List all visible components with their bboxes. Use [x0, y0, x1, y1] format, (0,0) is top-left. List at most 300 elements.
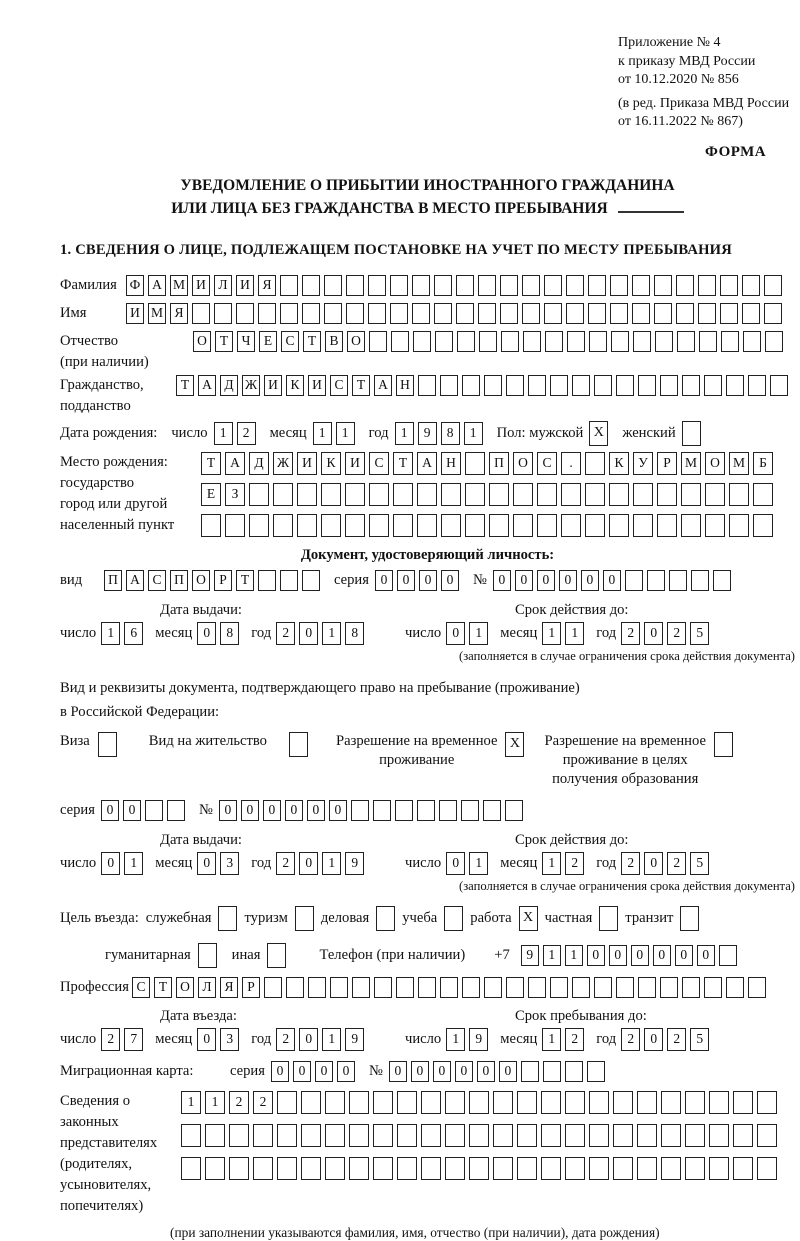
char-cell[interactable] [280, 275, 298, 296]
char-cell[interactable] [368, 275, 386, 296]
char-cell[interactable] [669, 570, 687, 591]
char-cell[interactable]: 0 [603, 570, 621, 591]
char-cell[interactable] [489, 514, 509, 537]
char-cell[interactable] [484, 977, 502, 998]
residence-permit-checkbox[interactable] [289, 732, 308, 757]
char-cell[interactable] [594, 375, 612, 396]
char-cell[interactable]: 1 [124, 852, 143, 875]
char-cell[interactable]: Т [352, 375, 370, 396]
char-cell[interactable] [647, 570, 665, 591]
char-cell[interactable] [610, 303, 628, 324]
char-cell[interactable] [145, 800, 163, 821]
char-cell[interactable] [660, 977, 678, 998]
char-cell[interactable] [345, 514, 365, 537]
char-cell[interactable] [324, 275, 342, 296]
char-cell[interactable]: 2 [621, 1028, 640, 1051]
char-cell[interactable]: И [236, 275, 254, 296]
char-cell[interactable] [393, 483, 413, 506]
char-cell[interactable] [681, 483, 701, 506]
char-cell[interactable]: 0 [315, 1061, 333, 1082]
char-cell[interactable] [609, 514, 629, 537]
char-cell[interactable] [374, 977, 392, 998]
char-cell[interactable]: 0 [455, 1061, 473, 1082]
char-cell[interactable]: А [225, 452, 245, 475]
char-cell[interactable] [613, 1124, 633, 1147]
char-cell[interactable] [685, 1124, 705, 1147]
purpose-study-checkbox[interactable] [444, 906, 463, 931]
char-cell[interactable]: 0 [537, 570, 555, 591]
char-cell[interactable] [561, 514, 581, 537]
char-cell[interactable]: Т [201, 452, 221, 475]
char-cell[interactable]: П [170, 570, 188, 591]
char-cell[interactable] [522, 275, 540, 296]
char-cell[interactable] [764, 303, 782, 324]
char-cell[interactable] [484, 375, 502, 396]
char-cell[interactable] [709, 1157, 729, 1180]
char-cell[interactable] [633, 331, 651, 352]
char-cell[interactable]: У [633, 452, 653, 475]
char-cell[interactable]: 2 [101, 1028, 120, 1051]
visa-checkbox[interactable] [98, 732, 117, 757]
char-cell[interactable] [764, 275, 782, 296]
char-cell[interactable] [181, 1157, 201, 1180]
char-cell[interactable] [733, 1091, 753, 1114]
char-cell[interactable]: 1 [543, 945, 561, 966]
char-cell[interactable]: Р [214, 570, 232, 591]
char-cell[interactable] [483, 800, 501, 821]
char-cell[interactable] [704, 375, 722, 396]
char-cell[interactable]: 1 [469, 852, 488, 875]
char-cell[interactable]: О [347, 331, 365, 352]
char-cell[interactable] [465, 483, 485, 506]
char-cell[interactable] [346, 303, 364, 324]
char-cell[interactable]: 1 [469, 622, 488, 645]
char-cell[interactable]: О [192, 570, 210, 591]
char-cell[interactable]: Я [258, 275, 276, 296]
char-cell[interactable] [273, 483, 293, 506]
char-cell[interactable]: Ч [237, 331, 255, 352]
char-cell[interactable] [638, 375, 656, 396]
char-cell[interactable]: С [369, 452, 389, 475]
char-cell[interactable]: М [681, 452, 701, 475]
char-cell[interactable] [517, 1157, 537, 1180]
char-cell[interactable] [330, 977, 348, 998]
char-cell[interactable]: 8 [220, 622, 239, 645]
char-cell[interactable]: И [297, 452, 317, 475]
char-cell[interactable] [236, 303, 254, 324]
char-cell[interactable]: Ф [126, 275, 144, 296]
char-cell[interactable]: Р [657, 452, 677, 475]
purpose-tourism-checkbox[interactable] [295, 906, 314, 931]
char-cell[interactable] [585, 483, 605, 506]
char-cell[interactable] [742, 275, 760, 296]
char-cell[interactable] [565, 1157, 585, 1180]
char-cell[interactable]: 5 [690, 852, 709, 875]
char-cell[interactable] [544, 275, 562, 296]
char-cell[interactable] [445, 1157, 465, 1180]
char-cell[interactable]: 2 [565, 852, 584, 875]
char-cell[interactable]: С [132, 977, 150, 998]
char-cell[interactable] [249, 483, 269, 506]
char-cell[interactable] [685, 1091, 705, 1114]
char-cell[interactable]: Ж [273, 452, 293, 475]
char-cell[interactable]: 0 [697, 945, 715, 966]
char-cell[interactable]: 0 [515, 570, 533, 591]
char-cell[interactable] [253, 1124, 273, 1147]
char-cell[interactable]: К [609, 452, 629, 475]
char-cell[interactable] [493, 1124, 513, 1147]
char-cell[interactable]: И [345, 452, 365, 475]
char-cell[interactable] [657, 483, 677, 506]
char-cell[interactable] [537, 514, 557, 537]
char-cell[interactable] [396, 977, 414, 998]
char-cell[interactable]: 0 [441, 570, 459, 591]
char-cell[interactable] [369, 483, 389, 506]
char-cell[interactable]: 1 [205, 1091, 225, 1114]
char-cell[interactable] [609, 483, 629, 506]
char-cell[interactable] [572, 375, 590, 396]
char-cell[interactable]: Л [214, 275, 232, 296]
temp-residence-checkbox[interactable]: X [505, 732, 524, 757]
char-cell[interactable] [369, 514, 389, 537]
char-cell[interactable] [421, 1157, 441, 1180]
char-cell[interactable]: С [148, 570, 166, 591]
char-cell[interactable]: Я [220, 977, 238, 998]
char-cell[interactable]: 1 [313, 422, 332, 445]
char-cell[interactable] [543, 1061, 561, 1082]
char-cell[interactable] [632, 275, 650, 296]
char-cell[interactable] [682, 977, 700, 998]
sex-male-checkbox[interactable]: X [589, 421, 608, 446]
char-cell[interactable] [544, 303, 562, 324]
char-cell[interactable] [456, 275, 474, 296]
char-cell[interactable] [440, 375, 458, 396]
char-cell[interactable] [654, 303, 672, 324]
char-cell[interactable] [302, 570, 320, 591]
char-cell[interactable]: Т [215, 331, 233, 352]
char-cell[interactable] [395, 800, 413, 821]
char-cell[interactable]: 0 [644, 1028, 663, 1051]
char-cell[interactable] [397, 1124, 417, 1147]
char-cell[interactable]: А [417, 452, 437, 475]
char-cell[interactable] [297, 514, 317, 537]
char-cell[interactable]: О [193, 331, 211, 352]
char-cell[interactable] [201, 514, 221, 537]
char-cell[interactable]: 1 [395, 422, 414, 445]
char-cell[interactable]: Л [198, 977, 216, 998]
char-cell[interactable]: 5 [690, 622, 709, 645]
char-cell[interactable]: 2 [667, 1028, 686, 1051]
char-cell[interactable] [685, 1157, 705, 1180]
char-cell[interactable] [325, 1091, 345, 1114]
char-cell[interactable] [765, 331, 783, 352]
char-cell[interactable] [655, 331, 673, 352]
char-cell[interactable] [610, 275, 628, 296]
char-cell[interactable]: 7 [124, 1028, 143, 1051]
char-cell[interactable]: 9 [345, 1028, 364, 1051]
char-cell[interactable] [565, 1061, 583, 1082]
char-cell[interactable] [167, 800, 185, 821]
char-cell[interactable] [373, 1091, 393, 1114]
char-cell[interactable] [321, 514, 341, 537]
char-cell[interactable] [229, 1124, 249, 1147]
char-cell[interactable] [757, 1157, 777, 1180]
char-cell[interactable] [681, 514, 701, 537]
char-cell[interactable]: 0 [446, 852, 465, 875]
char-cell[interactable] [589, 1157, 609, 1180]
char-cell[interactable]: И [192, 275, 210, 296]
char-cell[interactable] [351, 800, 369, 821]
char-cell[interactable]: 1 [446, 1028, 465, 1051]
char-cell[interactable] [654, 275, 672, 296]
char-cell[interactable] [439, 800, 457, 821]
char-cell[interactable] [352, 977, 370, 998]
char-cell[interactable] [637, 1091, 657, 1114]
purpose-business-checkbox[interactable] [376, 906, 395, 931]
char-cell[interactable]: Т [236, 570, 254, 591]
char-cell[interactable] [691, 570, 709, 591]
char-cell[interactable]: К [286, 375, 304, 396]
char-cell[interactable]: 2 [667, 622, 686, 645]
char-cell[interactable] [462, 977, 480, 998]
char-cell[interactable] [676, 303, 694, 324]
purpose-official-checkbox[interactable] [218, 906, 237, 931]
char-cell[interactable]: 1 [214, 422, 233, 445]
char-cell[interactable] [726, 977, 744, 998]
char-cell[interactable]: Т [176, 375, 194, 396]
char-cell[interactable] [733, 1124, 753, 1147]
char-cell[interactable] [611, 331, 629, 352]
char-cell[interactable] [205, 1124, 225, 1147]
char-cell[interactable] [258, 570, 276, 591]
char-cell[interactable] [613, 1157, 633, 1180]
char-cell[interactable] [698, 303, 716, 324]
char-cell[interactable] [181, 1124, 201, 1147]
char-cell[interactable]: 1 [181, 1091, 201, 1114]
char-cell[interactable]: 0 [477, 1061, 495, 1082]
char-cell[interactable] [541, 1157, 561, 1180]
char-cell[interactable] [585, 514, 605, 537]
char-cell[interactable] [277, 1091, 297, 1114]
char-cell[interactable]: О [705, 452, 725, 475]
char-cell[interactable]: 0 [299, 852, 318, 875]
char-cell[interactable]: 1 [565, 945, 583, 966]
char-cell[interactable] [523, 331, 541, 352]
char-cell[interactable]: 0 [299, 622, 318, 645]
char-cell[interactable] [302, 303, 320, 324]
char-cell[interactable]: 0 [587, 945, 605, 966]
char-cell[interactable]: Д [249, 452, 269, 475]
char-cell[interactable] [699, 331, 717, 352]
char-cell[interactable] [588, 275, 606, 296]
char-cell[interactable]: Д [220, 375, 238, 396]
char-cell[interactable] [418, 375, 436, 396]
char-cell[interactable] [280, 570, 298, 591]
char-cell[interactable]: 0 [559, 570, 577, 591]
char-cell[interactable]: М [729, 452, 749, 475]
char-cell[interactable] [393, 514, 413, 537]
char-cell[interactable] [214, 303, 232, 324]
char-cell[interactable] [550, 977, 568, 998]
char-cell[interactable]: 1 [542, 622, 561, 645]
char-cell[interactable]: 8 [441, 422, 460, 445]
char-cell[interactable] [513, 514, 533, 537]
char-cell[interactable] [345, 483, 365, 506]
char-cell[interactable] [709, 1091, 729, 1114]
char-cell[interactable] [192, 303, 210, 324]
char-cell[interactable]: П [104, 570, 122, 591]
char-cell[interactable] [373, 1157, 393, 1180]
char-cell[interactable] [550, 375, 568, 396]
char-cell[interactable] [325, 1124, 345, 1147]
char-cell[interactable] [418, 977, 436, 998]
char-cell[interactable] [440, 977, 458, 998]
char-cell[interactable] [541, 1124, 561, 1147]
char-cell[interactable] [417, 800, 435, 821]
char-cell[interactable] [757, 1124, 777, 1147]
char-cell[interactable]: 2 [276, 1028, 295, 1051]
char-cell[interactable] [770, 375, 788, 396]
char-cell[interactable] [253, 1157, 273, 1180]
char-cell[interactable]: 0 [101, 852, 120, 875]
char-cell[interactable] [417, 514, 437, 537]
char-cell[interactable] [441, 483, 461, 506]
char-cell[interactable] [457, 331, 475, 352]
char-cell[interactable] [461, 800, 479, 821]
char-cell[interactable]: 1 [322, 1028, 341, 1051]
char-cell[interactable] [280, 303, 298, 324]
char-cell[interactable] [479, 331, 497, 352]
char-cell[interactable]: 1 [322, 852, 341, 875]
char-cell[interactable] [720, 303, 738, 324]
char-cell[interactable] [757, 1091, 777, 1114]
char-cell[interactable] [567, 331, 585, 352]
char-cell[interactable] [325, 1157, 345, 1180]
char-cell[interactable] [489, 483, 509, 506]
char-cell[interactable]: 0 [389, 1061, 407, 1082]
char-cell[interactable]: 0 [499, 1061, 517, 1082]
char-cell[interactable]: 1 [542, 1028, 561, 1051]
char-cell[interactable] [469, 1091, 489, 1114]
char-cell[interactable] [297, 483, 317, 506]
char-cell[interactable]: В [325, 331, 343, 352]
char-cell[interactable] [465, 514, 485, 537]
char-cell[interactable]: Е [201, 483, 221, 506]
char-cell[interactable]: 0 [219, 800, 237, 821]
char-cell[interactable] [613, 1091, 633, 1114]
char-cell[interactable]: И [264, 375, 282, 396]
char-cell[interactable] [661, 1091, 681, 1114]
char-cell[interactable]: 0 [493, 570, 511, 591]
char-cell[interactable]: 0 [675, 945, 693, 966]
char-cell[interactable]: 6 [124, 622, 143, 645]
char-cell[interactable]: 2 [621, 622, 640, 645]
char-cell[interactable]: 1 [336, 422, 355, 445]
char-cell[interactable] [726, 375, 744, 396]
char-cell[interactable] [225, 514, 245, 537]
char-cell[interactable]: З [225, 483, 245, 506]
char-cell[interactable] [301, 1157, 321, 1180]
char-cell[interactable] [733, 1157, 753, 1180]
char-cell[interactable] [742, 303, 760, 324]
char-cell[interactable] [541, 1091, 561, 1114]
char-cell[interactable] [373, 1124, 393, 1147]
char-cell[interactable] [729, 483, 749, 506]
char-cell[interactable]: 0 [609, 945, 627, 966]
char-cell[interactable] [368, 303, 386, 324]
char-cell[interactable] [589, 1091, 609, 1114]
char-cell[interactable] [500, 275, 518, 296]
char-cell[interactable] [301, 1091, 321, 1114]
char-cell[interactable]: 3 [220, 852, 239, 875]
char-cell[interactable] [445, 1124, 465, 1147]
char-cell[interactable] [308, 977, 326, 998]
char-cell[interactable]: 2 [237, 422, 256, 445]
char-cell[interactable]: А [126, 570, 144, 591]
char-cell[interactable] [528, 375, 546, 396]
char-cell[interactable] [677, 331, 695, 352]
char-cell[interactable] [729, 514, 749, 537]
char-cell[interactable]: 0 [329, 800, 347, 821]
char-cell[interactable] [346, 275, 364, 296]
char-cell[interactable] [493, 1091, 513, 1114]
char-cell[interactable]: Т [303, 331, 321, 352]
char-cell[interactable]: 2 [229, 1091, 249, 1114]
char-cell[interactable] [258, 303, 276, 324]
char-cell[interactable] [565, 1091, 585, 1114]
char-cell[interactable] [469, 1124, 489, 1147]
char-cell[interactable] [456, 303, 474, 324]
char-cell[interactable] [390, 303, 408, 324]
char-cell[interactable]: 2 [276, 622, 295, 645]
char-cell[interactable]: 0 [241, 800, 259, 821]
char-cell[interactable] [721, 331, 739, 352]
char-cell[interactable] [205, 1157, 225, 1180]
char-cell[interactable] [434, 303, 452, 324]
char-cell[interactable]: 2 [276, 852, 295, 875]
char-cell[interactable] [748, 375, 766, 396]
char-cell[interactable]: И [126, 303, 144, 324]
char-cell[interactable] [720, 275, 738, 296]
char-cell[interactable] [324, 303, 342, 324]
char-cell[interactable]: А [148, 275, 166, 296]
char-cell[interactable] [373, 800, 391, 821]
char-cell[interactable]: Т [154, 977, 172, 998]
char-cell[interactable] [565, 1124, 585, 1147]
char-cell[interactable] [500, 303, 518, 324]
char-cell[interactable]: 0 [285, 800, 303, 821]
char-cell[interactable]: 0 [299, 1028, 318, 1051]
char-cell[interactable]: 0 [197, 1028, 216, 1051]
char-cell[interactable] [264, 977, 282, 998]
char-cell[interactable]: 8 [345, 622, 364, 645]
char-cell[interactable]: М [170, 275, 188, 296]
char-cell[interactable] [713, 570, 731, 591]
temp-residence-education-checkbox[interactable] [714, 732, 733, 757]
char-cell[interactable]: 5 [690, 1028, 709, 1051]
char-cell[interactable]: 1 [322, 622, 341, 645]
char-cell[interactable] [704, 977, 722, 998]
char-cell[interactable] [397, 1091, 417, 1114]
char-cell[interactable]: 0 [581, 570, 599, 591]
char-cell[interactable]: 3 [220, 1028, 239, 1051]
char-cell[interactable] [229, 1157, 249, 1180]
char-cell[interactable]: 9 [345, 852, 364, 875]
char-cell[interactable] [589, 331, 607, 352]
char-cell[interactable] [445, 1091, 465, 1114]
char-cell[interactable]: А [374, 375, 392, 396]
char-cell[interactable]: 2 [253, 1091, 273, 1114]
